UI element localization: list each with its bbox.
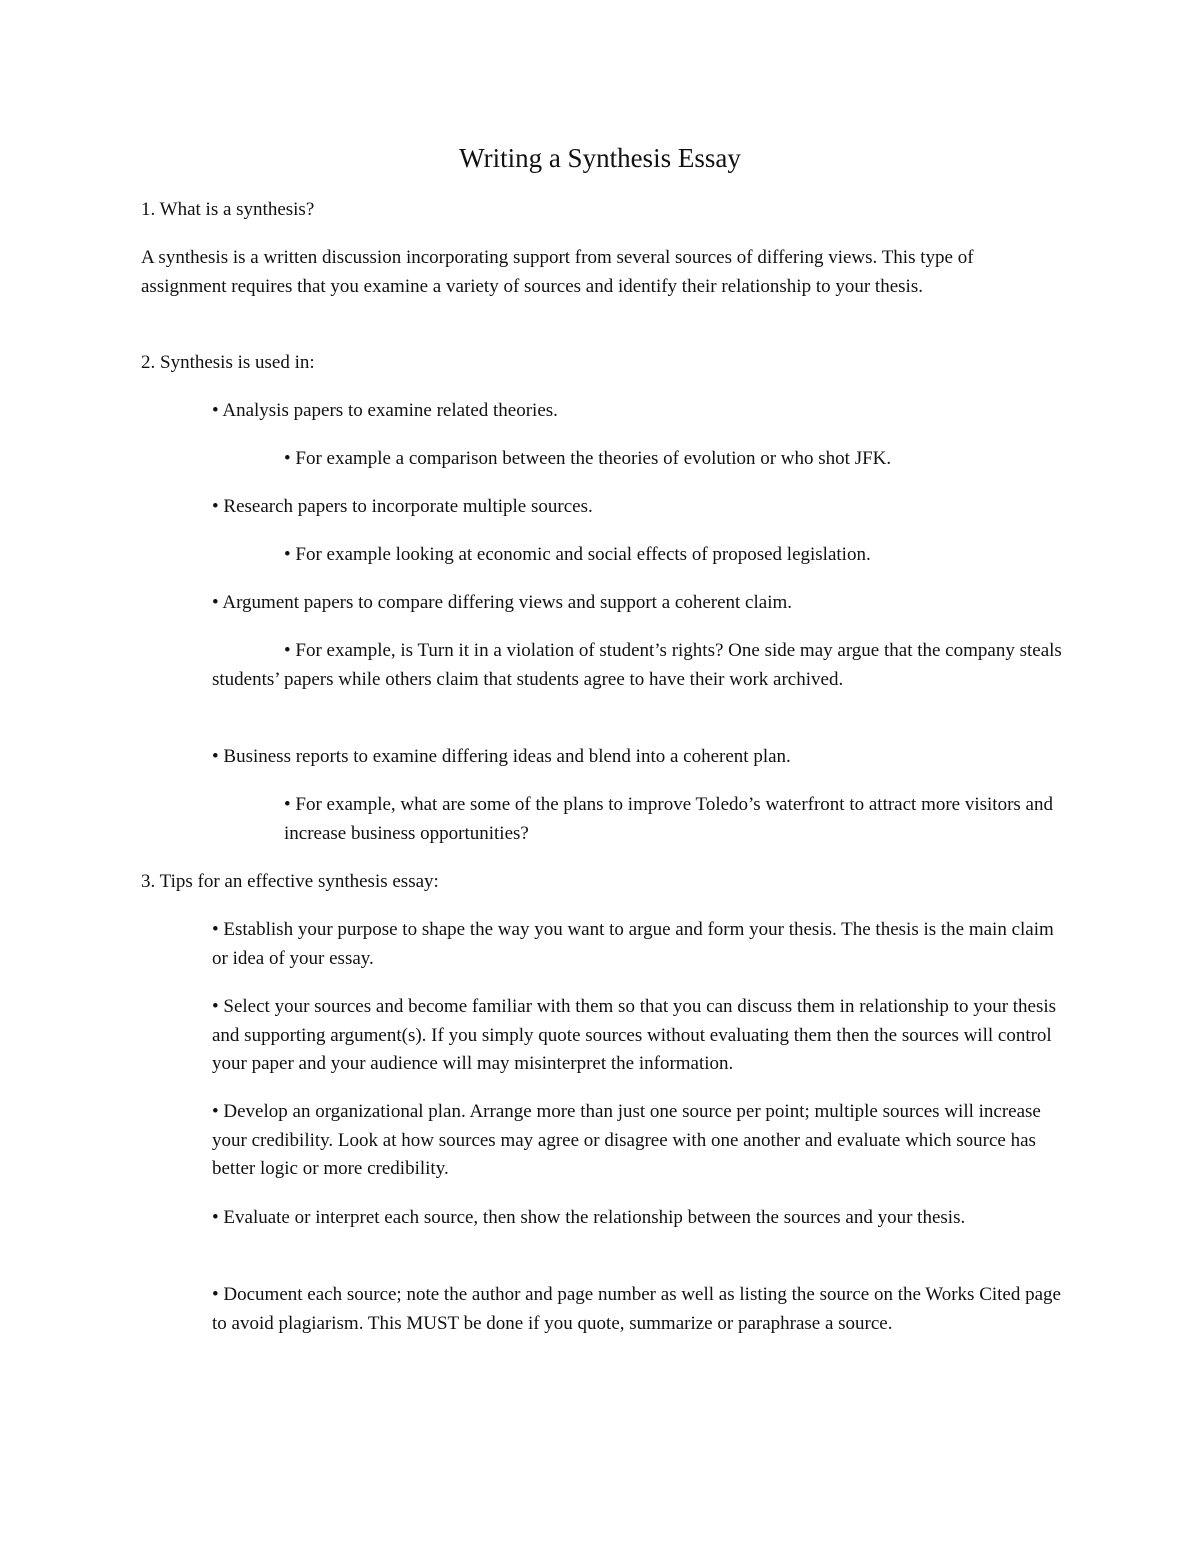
tip-evaluate-sources: • Evaluate or interpret each source, then show the relationship between the sources and your thesis. <box>212 1207 966 1228</box>
tip-establish-purpose: • Establish your purpose to shape the way you want to argue and form your thesis. The thesis is the main claim or idea of your essay. <box>212 919 1054 969</box>
document-title: Writing a Synthesis Essay <box>459 143 741 173</box>
section-2-heading: 2. Synthesis is used in: <box>141 352 315 373</box>
use-example-analysis: • For example a comparison between the theories of evolution or who shot JFK. <box>284 448 892 469</box>
use-bullet-analysis: • Analysis papers to examine related theories. <box>212 400 558 421</box>
tip-document-sources: • Document each source; note the author and page number as well as listing the source on the Works Cited page to avoid plagiarism. This MUST be done if you quote, summarize or paraphrase a source. <box>212 1284 1061 1334</box>
use-bullet-argument: • Argument papers to compare differing views and support a coherent claim. <box>212 592 793 613</box>
use-example-research: • For example looking at economic and social effects of proposed legislation. <box>284 544 871 565</box>
use-bullet-research: • Research papers to incorporate multiple sources. <box>212 496 593 517</box>
section-1-heading: 1. What is a synthesis? <box>141 199 315 220</box>
section-1-paragraph: A synthesis is a written discussion incorporating support from several sources of differing views. This type of assignment requires that you examine a variety of sources and identify their relationship to your thesis. <box>141 247 974 297</box>
use-example-business: • For example, what are some of the plans to improve Toledo’s waterfront to attract more visitors and increase business opportunities? <box>284 794 1053 844</box>
tip-select-sources: • Select your sources and become familiar with them so that you can discuss them in relationship to your thesis and supporting argument(s). If you simply quote sources without evaluating them then the sources will control your paper and your audience will may misinterpret the information. <box>212 996 1057 1074</box>
use-bullet-business: • Business reports to examine differing ideas and blend into a coherent plan. <box>212 746 791 767</box>
section-3-heading: 3. Tips for an effective synthesis essay: <box>141 871 439 892</box>
tip-organizational-plan: • Develop an organizational plan. Arrange more than just one source per point; multiple sources will increase your credibility. Look at how sources may agree or disagree with one another and evaluate which source has better logic or more credibility. <box>212 1101 1041 1179</box>
use-example-argument: • For example, is Turn it in a violation of student’s rights? One side may argue that the company steals students’ papers while others claim that students agree to have their work archived. <box>212 640 1062 690</box>
